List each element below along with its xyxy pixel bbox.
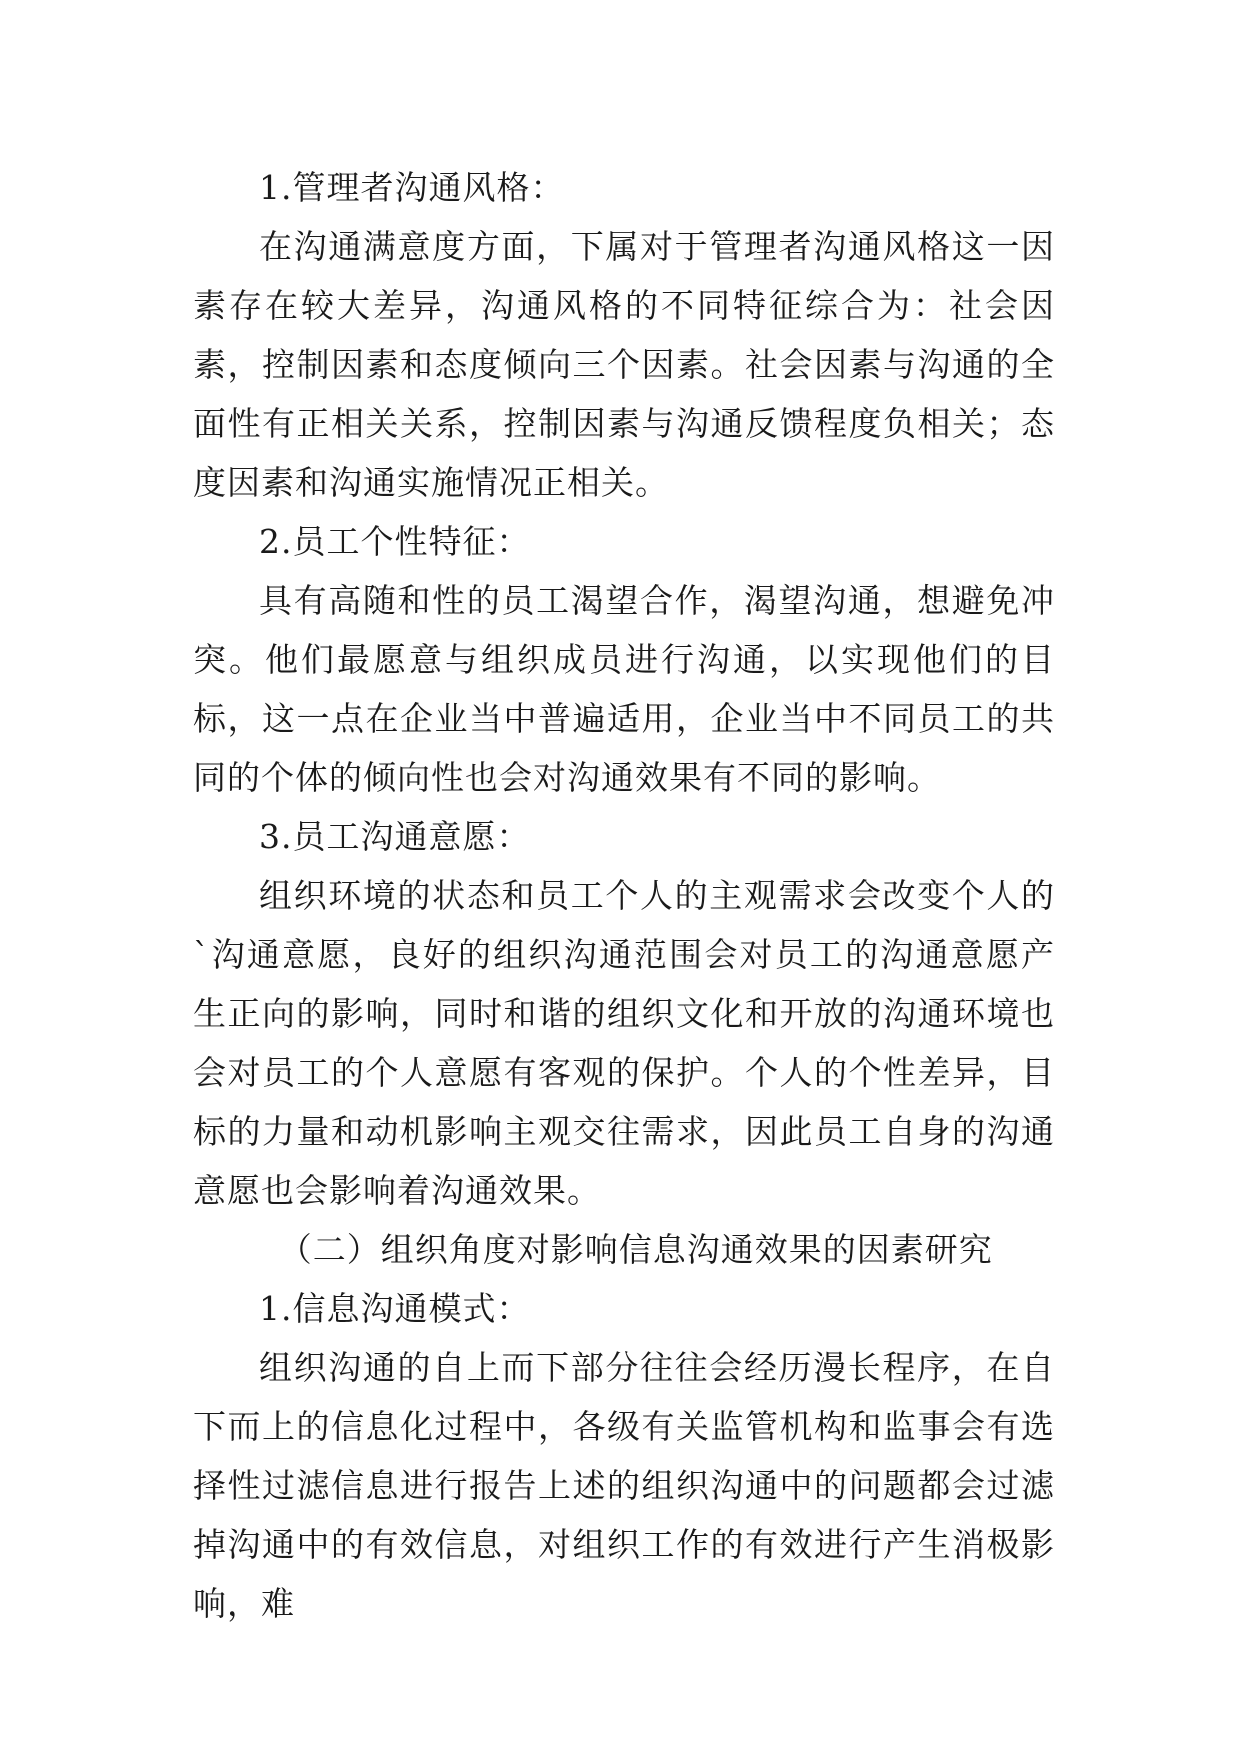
paragraph-communication-mode: 组织沟通的自上而下部分往往会经历漫长程序，在自下而上的信息化过程中，各级有关监管机构和监事会有选择性过滤信息进行报告上述的组织沟通中的问题都会过滤掉沟通中的有效信息，对组织工作的有效进行产生消极影响，难 bbox=[193, 1348, 1055, 1623]
paragraph-employee-willingness: 组织环境的状态和员工个人的主观需求会改变个人的`沟通意愿，良好的组织沟通范围会对员工的沟通意愿产生正向的影响，同时和谐的组织文化和开放的沟通环境也会对员工的个人意愿有客观的保护。个人的个性差异，目标的力量和动机影响主观交往需求，因此员工自身的沟通意愿也会影响着沟通效果。 bbox=[193, 876, 1055, 1210]
paragraph-employee-personality: 具有高随和性的员工渴望合作，渴望沟通，想避免冲突。他们最愿意与组织成员进行沟通，以实现他们的目标，这一点在企业当中普遍适用，企业当中不同员工的共同的个体的倾向性也会对沟通效果有不同的影响。 bbox=[193, 581, 1055, 797]
heading-manager-communication-style: 1.管理者沟通风格： bbox=[259, 168, 565, 207]
heading-employee-personality: 2.员工个性特征： bbox=[259, 522, 531, 561]
section-heading-organization: （二）组织角度对影响信息沟通效果的因素研究 bbox=[278, 1230, 993, 1269]
document-body bbox=[193, 158, 1055, 1633]
heading-communication-mode: 1.信息沟通模式： bbox=[259, 1289, 531, 1328]
heading-employee-willingness: 3.员工沟通意愿： bbox=[259, 817, 531, 856]
paragraph-communication-satisfaction: 在沟通满意度方面，下属对于管理者沟通风格这一因素存在较大差异，沟通风格的不同特征综合为：社会因素，控制因素和态度倾向三个因素。社会因素与沟通的全面性有正相关关系，控制因素与沟通反馈程度负相关；态度因素和沟通实施情况正相关。 bbox=[193, 227, 1055, 502]
